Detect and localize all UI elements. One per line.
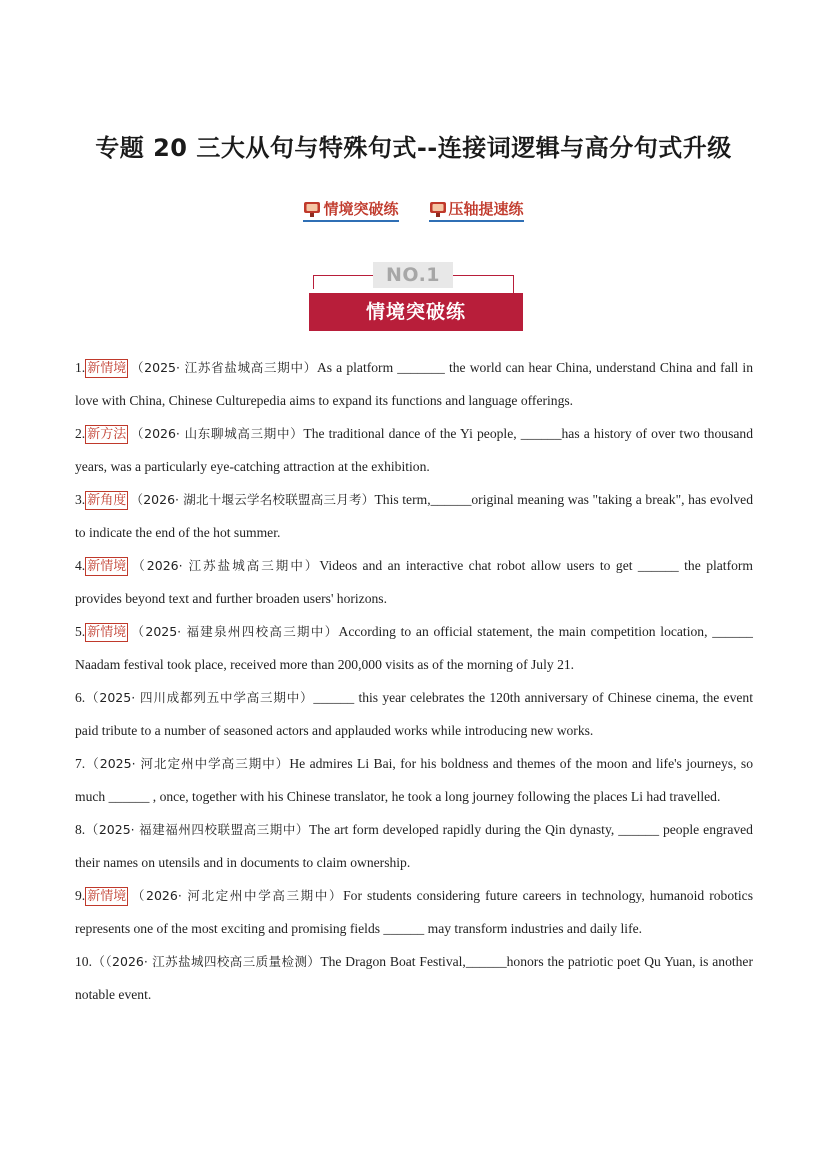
question-source: （2026· 湖北十堰云学名校联盟高三月考）: [130, 492, 375, 507]
book-icon: [429, 200, 447, 218]
question-source: （2026· 河北定州中学高三期中）: [130, 888, 344, 903]
section-number: NO.1: [373, 262, 453, 288]
question-tag: 新情境: [87, 889, 127, 904]
question-text: Videos and an interactive chat robot allow users to get ______ the platform provides beyond text and further broaden users' horizons.: [75, 558, 753, 606]
question-text: The traditional dance of the Yi people, ______has a history of over two thousand years, was a particularly eye-catching attraction at the exhibition.: [75, 426, 753, 474]
question-tag: 新情境: [87, 625, 127, 640]
question-number: 8.: [75, 822, 86, 837]
question-tag: 新情境: [87, 361, 127, 376]
question-number: 2.: [75, 426, 86, 441]
question-source: （2026· 山东聊城高三期中）: [130, 426, 304, 441]
nav-link-scenario-practice[interactable]: [303, 198, 398, 222]
question-number: 6.: [75, 690, 86, 705]
question-item: [75, 351, 753, 417]
question-item: [75, 615, 753, 681]
question-text: This term,______original meaning was "taking a break", has evolved to indicate the end of the hot summer.: [75, 492, 753, 540]
question-number: 10.: [75, 954, 92, 969]
question-tag: 新角度: [87, 493, 127, 508]
question-source: （2025· 福建泉州四校高三期中）: [130, 624, 339, 639]
question-text: ______ this year celebrates the 120th anniversary of Chinese cinema, the event paid tribute to a number of seasoned actors and applauded works while introducing new works.: [75, 690, 753, 738]
question-text: The art form developed rapidly during the Qin dynasty, ______ people engraved their names on utensils and in documents to claim ownership.: [75, 822, 753, 870]
question-item: [75, 681, 753, 747]
question-tag: 新方法: [87, 427, 127, 442]
question-source: （2025· 江苏省盐城高三期中）: [130, 360, 317, 375]
question-tag: 新情境: [87, 559, 127, 574]
question-number: 4.: [75, 558, 86, 573]
question-number: 1.: [75, 360, 86, 375]
question-source: （2025· 四川成都列五中学高三期中）: [85, 690, 314, 705]
nav-link-label: 情境突破练: [323, 200, 399, 218]
header-rule: [313, 275, 314, 289]
question-item: [75, 747, 753, 813]
section-nav: [0, 198, 827, 222]
question-item: [75, 879, 753, 945]
question-list: [75, 351, 753, 1011]
section-title: 情境突破练: [309, 293, 523, 331]
question-number: 3.: [75, 492, 86, 507]
header-rule: [513, 275, 514, 295]
question-text: According to an official statement, the main competition location, ______ Naadam festival took place, received more than 200,000 visits as of the morning of July 21.: [75, 624, 753, 672]
question-item: [75, 483, 753, 549]
book-icon: [303, 200, 321, 218]
question-item: [75, 945, 753, 1011]
question-number: 5.: [75, 624, 86, 639]
question-source: （2025· 福建福州四校联盟高三期中）: [85, 822, 309, 837]
question-number: 7.: [75, 756, 86, 771]
question-source: （2026· 江苏盐城高三期中）: [130, 558, 320, 573]
question-item: [75, 549, 753, 615]
question-item: [75, 813, 753, 879]
question-source: （2025· 河北定州中学高三期中）: [85, 756, 290, 771]
question-text: The Dragon Boat Festival,______honors the patriotic poet Qu Yuan, is another notable event.: [75, 954, 753, 1002]
question-text: For students considering future careers in technology, humanoid robotics represents one of the most exciting and promising fields ______ may transform industries and daily life.: [75, 888, 753, 936]
question-item: [75, 417, 753, 483]
question-number: 9.: [75, 888, 86, 903]
section-header: [303, 262, 525, 332]
question-text: He admires Li Bai, for his boldness and themes of the moon and life's journeys, so much ______ , once, together with his Chinese translator, he took a long journey following the places Li had travelled.: [75, 756, 753, 804]
question-text: As a platform _______ the world can hear China, understand China and fall in love with China, Chinese Culturepedia aims to expand its functions and language offerings.: [75, 360, 753, 408]
nav-link-speed-practice[interactable]: [429, 198, 524, 222]
page-title: 专题 20 三大从句与特殊句式--连接词逻辑与高分句式升级: [95, 134, 732, 162]
question-source: （（2026· 江苏盐城四校高三质量检测）: [92, 954, 321, 969]
nav-link-label: 压轴提速练: [448, 200, 524, 218]
